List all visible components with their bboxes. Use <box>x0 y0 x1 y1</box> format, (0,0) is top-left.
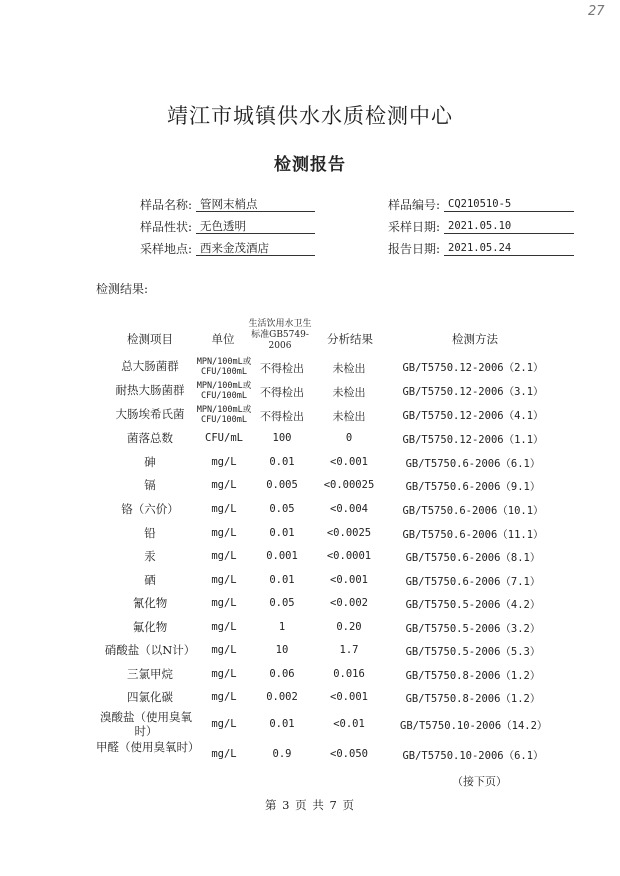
item-standard: 不得检出 <box>260 386 304 399</box>
item-standard: 10 <box>275 644 289 656</box>
table-row <box>0 690 620 710</box>
item-method: GB/T5750.10-2006（6.1） <box>402 750 544 762</box>
sample-id-label: 样品编号: <box>387 198 440 212</box>
item-result: <0.001 <box>330 574 368 586</box>
item-name: 砷 <box>144 455 156 469</box>
table-row <box>0 380 620 402</box>
table-row <box>0 740 620 770</box>
organization-name: 靖江市城镇供水水质检测中心 <box>167 104 453 128</box>
header-method: 检测方法 <box>452 332 498 346</box>
sample-nature-value: 无色透明 <box>196 218 315 234</box>
item-unit: mg/L <box>211 644 237 656</box>
item-method: GB/T5750.12-2006（3.1） <box>402 386 544 398</box>
item-result: <0.0001 <box>326 550 372 562</box>
item-standard: 不得检出 <box>260 410 304 423</box>
item-unit: mg/L <box>211 668 237 680</box>
item-standard: 0.005 <box>266 479 298 491</box>
item-name: 菌落总数 <box>127 431 173 445</box>
item-method: GB/T5750.6-2006（10.1） <box>402 505 544 517</box>
sample-nature-label: 样品性状: <box>139 220 192 234</box>
item-method: GB/T5750.12-2006（2.1） <box>402 362 544 374</box>
handwritten-page-number: 27 <box>588 4 605 19</box>
item-method: GB/T5750.12-2006（4.1） <box>402 410 544 422</box>
item-unit: mg/L <box>211 621 237 633</box>
item-standard: 1 <box>278 621 286 633</box>
header-item: 检测项目 <box>127 332 173 346</box>
sample-id-value: CQ210510-5 <box>444 196 574 212</box>
item-name: 总大肠菌群 <box>121 359 179 373</box>
item-name: 硝酸盐（以N计） <box>104 643 196 657</box>
item-method: GB/T5750.5-2006（4.2） <box>405 599 541 611</box>
item-name: 硒 <box>144 573 156 587</box>
header-standard: 生活饮用水卫生标准GB5749-2006 <box>248 319 312 351</box>
item-unit: mg/L <box>211 550 237 562</box>
sample-name-value: 管网末梢点 <box>196 196 315 212</box>
item-method: GB/T5750.6-2006（11.1） <box>402 529 544 541</box>
item-result: 未检出 <box>332 386 366 399</box>
item-result: 0.20 <box>336 621 362 633</box>
item-method: GB/T5750.6-2006（7.1） <box>405 576 541 588</box>
item-method: GB/T5750.5-2006（5.3） <box>405 646 541 658</box>
report-date-value: 2021.05.24 <box>444 240 574 256</box>
item-method: GB/T5750.5-2006（3.2） <box>405 623 541 635</box>
item-standard: 0.05 <box>269 597 295 609</box>
item-result: <0.004 <box>330 503 368 515</box>
table-row <box>0 478 620 498</box>
item-name: 镉 <box>144 478 156 492</box>
table-row <box>0 573 620 593</box>
table-row <box>0 404 620 426</box>
item-standard: 0.01 <box>269 527 295 539</box>
item-result: <0.00025 <box>323 479 375 491</box>
item-name: 氟化物 <box>132 620 168 634</box>
item-standard: 0.01 <box>269 718 295 730</box>
item-unit: mg/L <box>211 456 237 468</box>
report-date-label: 报告日期: <box>387 242 440 256</box>
table-row <box>0 502 620 522</box>
item-method: GB/T5750.8-2006（1.2） <box>405 693 541 705</box>
item-standard: 100 <box>272 432 292 444</box>
item-unit: MPN/100mL或CFU/100mL <box>196 381 252 401</box>
sample-name-label: 样品名称: <box>139 198 192 212</box>
item-result: 1.7 <box>339 644 359 656</box>
item-standard: 0.06 <box>269 668 295 680</box>
table-row <box>0 526 620 546</box>
table-row <box>0 710 620 740</box>
item-unit: mg/L <box>211 527 237 539</box>
item-standard: 0.9 <box>272 748 292 760</box>
item-unit: mg/L <box>211 597 237 609</box>
results-label: 检测结果: <box>96 282 149 296</box>
item-name: 四氯化碳 <box>127 690 173 704</box>
item-standard: 不得检出 <box>260 362 304 375</box>
item-unit: MPN/100mL或CFU/100mL <box>196 357 252 377</box>
item-unit: mg/L <box>211 479 237 491</box>
item-standard: 0.01 <box>269 574 295 586</box>
item-unit: mg/L <box>211 748 237 760</box>
table-row <box>0 455 620 475</box>
table-row <box>0 431 620 451</box>
item-standard: 0.002 <box>266 691 298 703</box>
item-result: 0.016 <box>333 668 365 680</box>
item-result: <0.050 <box>330 748 368 760</box>
item-result: <0.002 <box>330 597 368 609</box>
table-row <box>0 620 620 640</box>
item-result: 未检出 <box>332 410 366 423</box>
item-result: <0.0025 <box>326 527 372 539</box>
item-result: <0.001 <box>330 691 368 703</box>
header-unit: 单位 <box>211 332 235 346</box>
item-standard: 0.01 <box>269 456 295 468</box>
item-unit: CFU/mL <box>205 432 243 444</box>
item-name: 耐热大肠菌群 <box>115 383 185 397</box>
item-standard: 0.001 <box>266 550 298 562</box>
item-unit: mg/L <box>211 691 237 703</box>
table-row <box>0 667 620 687</box>
sample-date-label: 采样日期: <box>387 220 440 234</box>
item-method: GB/T5750.6-2006（6.1） <box>405 458 541 470</box>
item-method: GB/T5750.8-2006（1.2） <box>405 670 541 682</box>
table-row <box>0 643 620 663</box>
item-name: 铅 <box>144 526 156 540</box>
sample-location-value: 西来金茂酒店 <box>196 240 315 256</box>
item-unit: MPN/100mL或CFU/100mL <box>196 405 252 425</box>
sample-location-label: 采样地点: <box>139 242 192 256</box>
item-name: 汞 <box>144 549 156 563</box>
header-result: 分析结果 <box>327 332 373 346</box>
table-row <box>0 549 620 569</box>
item-standard: 0.05 <box>269 503 295 515</box>
item-result: 0 <box>345 432 353 444</box>
item-result: <0.001 <box>330 456 368 468</box>
item-unit: mg/L <box>211 503 237 515</box>
item-name: 甲醛（使用臭氧时） <box>96 740 200 754</box>
item-name: 三氯甲烷 <box>127 667 173 681</box>
table-row <box>0 356 620 378</box>
item-name: 氰化物 <box>132 596 168 610</box>
item-method: GB/T5750.6-2006（9.1） <box>405 481 541 493</box>
item-name: 铬（六价） <box>121 502 179 516</box>
item-result: <0.01 <box>333 718 365 730</box>
item-method: GB/T5750.6-2006（8.1） <box>405 552 541 564</box>
item-method: GB/T5750.12-2006（1.1） <box>402 434 544 446</box>
item-unit: mg/L <box>211 718 237 730</box>
report-title: 检测报告 <box>274 155 346 175</box>
item-unit: mg/L <box>211 574 237 586</box>
item-result: 未检出 <box>332 362 366 375</box>
page-footer: 第 3 页 共 7 页 <box>265 798 355 812</box>
sample-date-value: 2021.05.10 <box>444 218 574 234</box>
item-method: GB/T5750.10-2006（14.2） <box>400 720 548 732</box>
item-name: 溴酸盐（使用臭氧时） <box>100 710 192 738</box>
continued-note: （接下页） <box>452 775 507 788</box>
table-row <box>0 596 620 616</box>
item-name: 大肠埃希氏菌 <box>115 407 185 421</box>
